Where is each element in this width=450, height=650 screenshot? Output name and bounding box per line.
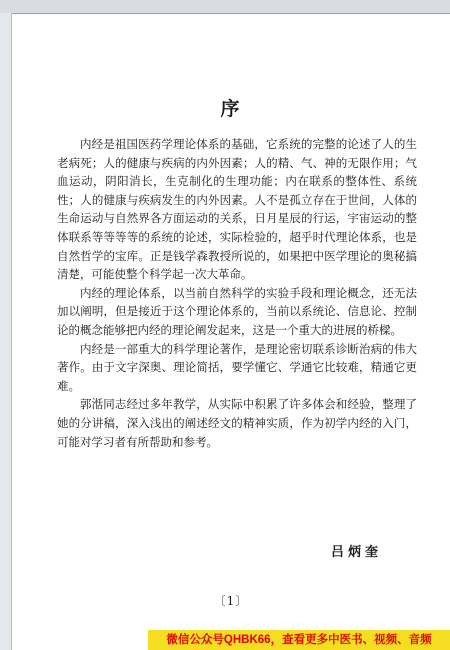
paragraph-2: 内经的理论体系，以当前自然科学的实验手段和理论概念，还无法加以阐明，但是接近于这个理论体系的，当前以系统论、信息论、控制论的概念能够把内经的理论阐发起来，这是一个重大的进展的桥樑。 [57,285,417,337]
document-page [12,14,450,650]
paragraph-4: 郭湉同志经过多年教学，从实际中积累了许多体会和经验，整理了她的分讲稿，深入浅出的阐述经文的精神实质，作为初学内经的入门，可能对学习者有所帮助和参考。 [57,397,417,449]
watermark-banner: 微信公众号QHBK66，查看更多中医书、视频、音频 [148,630,450,650]
paragraph-3: 内经是一部重大的科学理论著作，是理论密切联系诊断治病的伟大著作。由于文字深奥、理论简括，要学懂它、学通它比较难，精通它更难。 [57,341,417,393]
viewer-left-edge [0,13,12,650]
viewer-top-bar [0,0,450,14]
author-signature: 吕炳奎 [330,545,382,560]
page-number: 〔1〕 [213,594,249,608]
preface-title: 序 [220,98,242,120]
paragraph-1: 内经是祖国医药学理论体系的基础，它系统的完整的论述了人的生老病死；人的健康与疾病的内外因素；人的精、气、神的无限作用；气血运动，阴阳消长，生克制化的生理功能；内在联系的整体性、系统性；人的健康与疾病发生的内外因素。人不是孤立存在于世间，人体的生命运动与自然界各方面运动的关系，日月星辰的行运，宇宙运动的整体联系等等等等的系统的论述，实际检验的，超乎时代理论体系，也是自然哲学的宝库。正是钱学森教授所说的，如果把中医学理论的奥秘搞清楚，可能使整个科学起一次大革命。 [57,137,417,282]
preface-body [57,135,417,451]
